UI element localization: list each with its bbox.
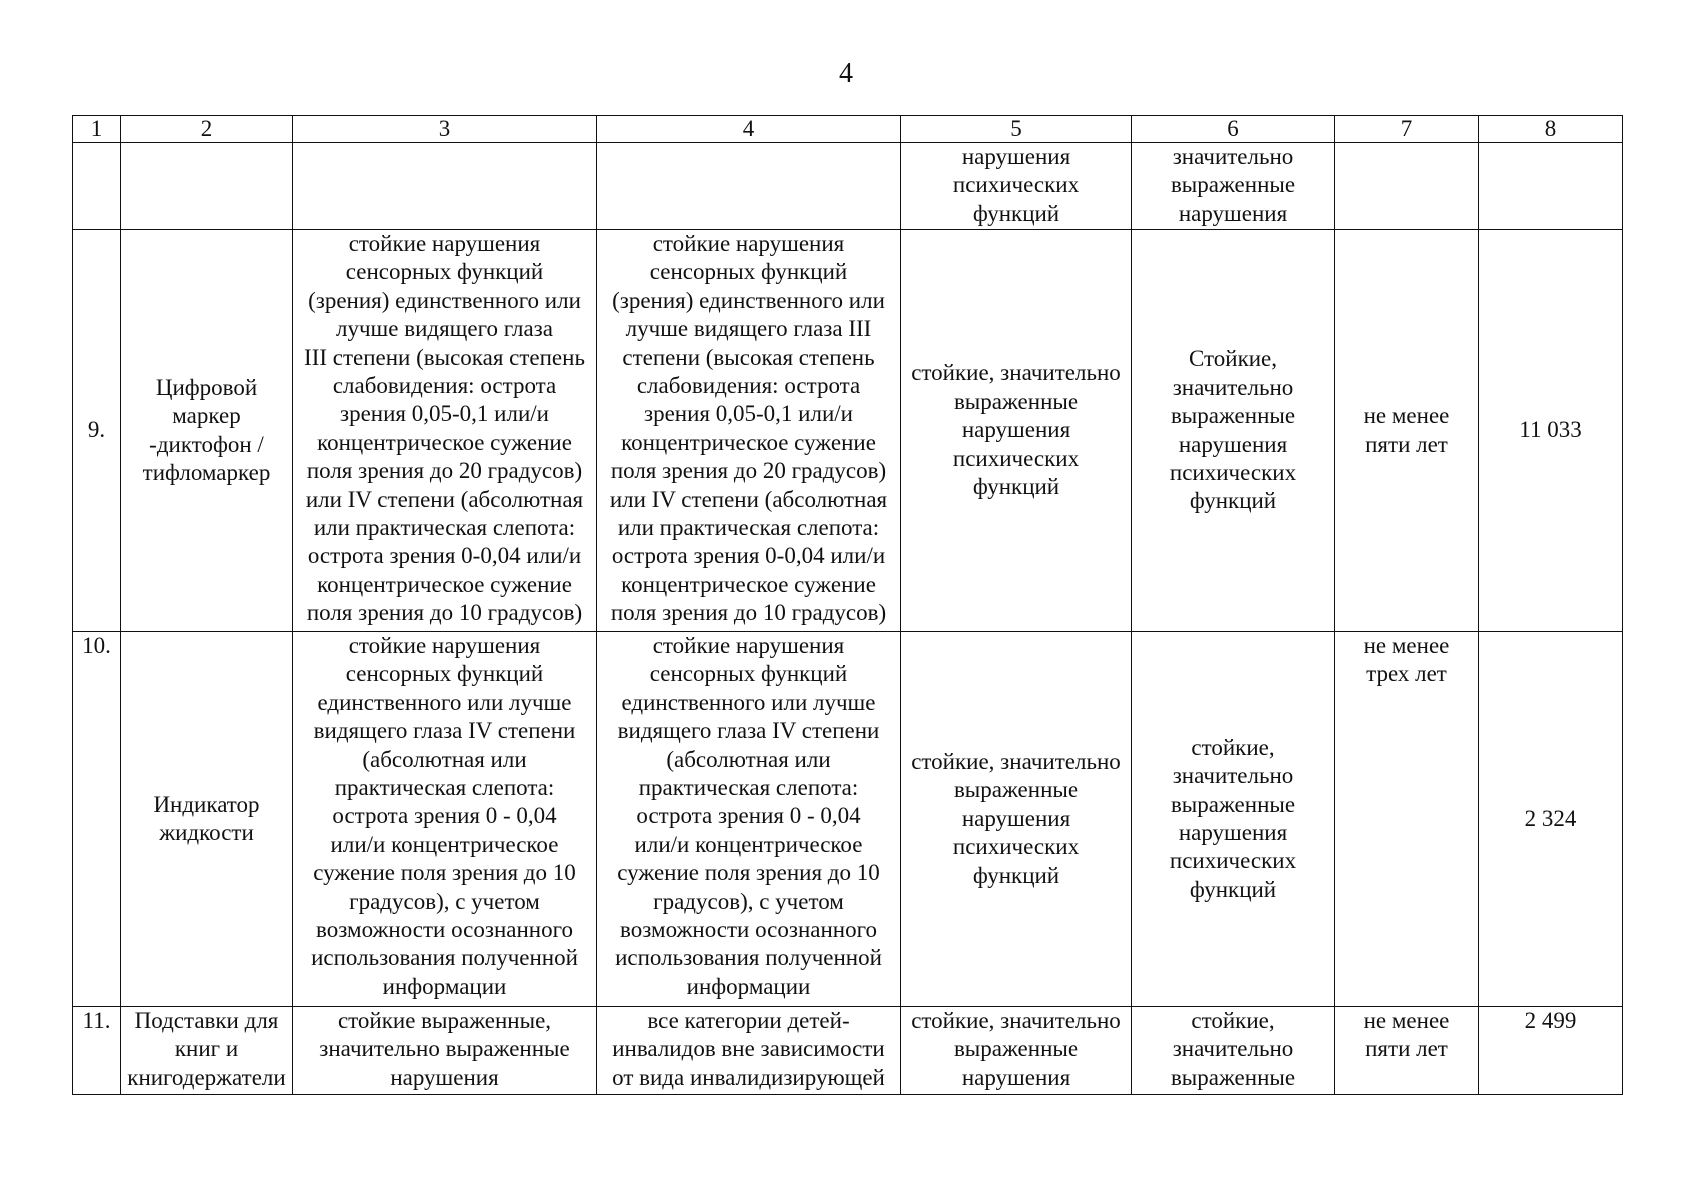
table-row-continuation [73,143,1623,230]
table-cell [1335,143,1479,230]
column-header: 8 [1479,116,1623,143]
column-header: 7 [1335,116,1479,143]
table-cell: значительно выраженные нарушения [1132,143,1335,230]
table-cell: все категории детей- инвалидов вне зависимости от вида инвалидизирующей [597,1007,901,1095]
table-cell [121,143,293,230]
table-cell: стойкие, значительно выраженные нарушения [901,1007,1132,1095]
table-row [73,632,1623,1007]
table-cell: не менее пяти лет [1335,1007,1479,1095]
table-cell [1479,143,1623,230]
table-cell: стойкие, значительно выраженные нарушения психических функций [901,632,1132,1007]
row-number: 10. [73,632,121,1007]
row-number: 9. [73,230,121,632]
table-row [73,230,1623,632]
table-row [73,1007,1623,1095]
column-header: 3 [293,116,597,143]
price-cell: 2 499 [1479,1007,1623,1095]
column-header: 5 [901,116,1132,143]
table-cell: стойкие нарушения сенсорных функций единственного или лучше видящего глаза IV степени (абсолютная или практическая слепота: острота зрения 0 - 0,04 или/и концентрическое сужение поля зрения до 10 градусов), с учетом возможности осознанного использования полученной информации [597,632,901,1007]
page-number: 4 [839,58,853,89]
product-name: Подставки для книг и книгодержатели [121,1007,293,1095]
column-header: 4 [597,116,901,143]
table-cell: стойкие, значительно выраженные [1132,1007,1335,1095]
table-header-row [73,116,1623,143]
row-number: 11. [73,1007,121,1095]
column-header: 6 [1132,116,1335,143]
table-cell: стойкие нарушения сенсорных функций (зрения) единственного или лучше видящего глаза III степени (высокая степень слабовидения: острота зрения 0,05-0,1 или/и концентрическое сужение поля зрения до 20 градусов) или IV степени (абсолютная или практическая слепота: острота зрения 0-0,04 или/и концентрическое сужение поля зрения до 10 градусов) [597,230,901,632]
table-cell: не менее трех лет [1335,632,1479,1007]
table-cell: стойкие выраженные, значительно выраженные нарушения [293,1007,597,1095]
price-cell: 11 033 [1479,230,1623,632]
table-cell: стойкие нарушения сенсорных функций (зрения) единственного или лучше видящего глаза III степени (высокая степень слабовидения: острота зрения 0,05-0,1 или/и концентрическое сужение поля зрения до 20 градусов) или IV степени (абсолютная или практическая слепота: острота зрения 0-0,04 или/и концентрическое сужение поля зрения до 10 градусов) [293,230,597,632]
column-header: 2 [121,116,293,143]
column-header: 1 [73,116,121,143]
price-cell: 2 324 [1479,632,1623,1007]
product-name: Цифровой маркер -диктофон / тифломаркер [121,230,293,632]
table-cell: стойкие, значительно выраженные нарушения психических функций [1132,632,1335,1007]
table-cell: не менее пяти лет [1335,230,1479,632]
table-cell: нарушения психических функций [901,143,1132,230]
document-table [72,115,1623,1095]
product-name: Индикатор жидкости [121,632,293,1007]
table-cell: Стойкие, значительно выраженные нарушения психических функций [1132,230,1335,632]
table-cell: стойкие нарушения сенсорных функций единственного или лучше видящего глаза IV степени (абсолютная или практическая слепота: острота зрения 0 - 0,04 или/и концентрическое сужение поля зрения до 10 градусов), с учетом возможности осознанного использования полученной информации [293,632,597,1007]
table-cell [73,143,121,230]
table-cell [597,143,901,230]
table-cell [293,143,597,230]
table-cell: стойкие, значительно выраженные нарушения психических функций [901,230,1132,632]
